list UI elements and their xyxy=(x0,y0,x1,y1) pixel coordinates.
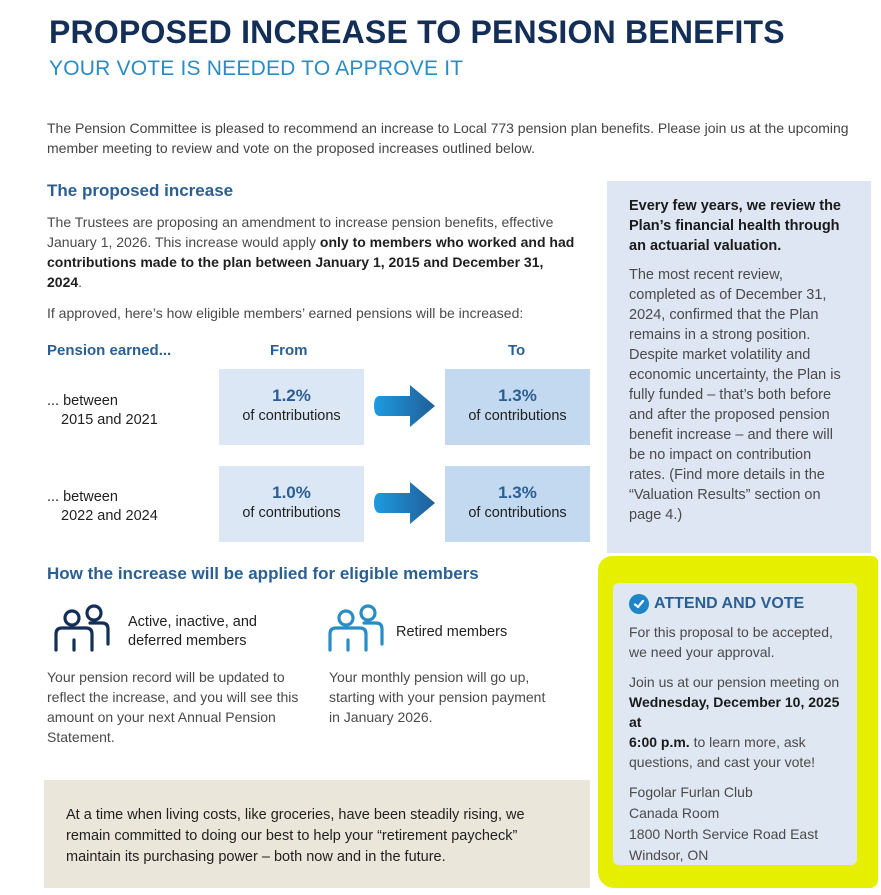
period-line2: 2015 and 2021 xyxy=(61,412,158,428)
to-unit: of contributions xyxy=(468,505,567,521)
people-icon xyxy=(52,604,112,656)
arrow-right-icon xyxy=(374,481,436,525)
address-street: 1800 North Service Road East xyxy=(629,826,819,842)
para-text: The Trustees are proposing an amendment to increase pension benefits, effective January 1, 2026. This increase would apply xyxy=(47,214,554,250)
proposed-increase-heading: The proposed increase xyxy=(47,181,234,200)
period-label xyxy=(47,392,158,430)
attend-heading-text: ATTEND AND VOTE xyxy=(654,595,805,612)
period-label xyxy=(47,488,158,526)
page-title: PROPOSED INCREASE TO PENSION BENEFITS xyxy=(49,14,785,50)
address-room: Canada Room xyxy=(629,805,720,821)
to-unit: of contributions xyxy=(468,408,567,424)
from-rate: 1.0% xyxy=(272,483,311,502)
eligibility-bold-text: only to members who worked and had contributions made to the plan between January 1, 2015 and December 31, 2024 xyxy=(47,234,575,290)
column-header-to: To xyxy=(508,342,526,359)
attend-heading xyxy=(629,594,847,614)
to-rate-box xyxy=(445,466,590,542)
member-group-label xyxy=(396,623,507,642)
period-line2: 2022 and 2024 xyxy=(61,508,158,524)
from-rate-box xyxy=(219,466,364,542)
period-line1: ... between xyxy=(47,489,118,505)
commitment-callout: At a time when living costs, like groceries, have been steadily rising, we remain committed to doing our best to help your “retirement paycheck” maintain its purchasing power – both now and in the future. xyxy=(44,780,590,888)
valuation-body: The most recent review, completed as of December 31, 2024, confirmed that the Plan remains in a strong position. Despite market volatility and economic uncertainty, the Plan is fully funded – that’s both before and after the proposed pension benefit increase – and there will be no impact on contribution rates. (Find more details in the “Valuation Results” section on page 4.) xyxy=(629,267,841,523)
from-rate-box xyxy=(219,369,364,445)
from-rate: 1.2% xyxy=(272,386,311,405)
address-city: Windsor, ON xyxy=(629,847,709,863)
label-line2: deferred members xyxy=(128,633,247,649)
check-circle-icon xyxy=(629,594,649,614)
meeting-address xyxy=(629,782,847,866)
to-rate-box xyxy=(445,369,590,445)
member-group-description: Your pension record will be updated to reflect the increase, and you will see this amount on your next Annual Pension Statement. xyxy=(47,669,299,745)
arrow-right-icon xyxy=(374,384,436,428)
meeting-date: Wednesday, December 10, 2025 at xyxy=(629,694,840,730)
approval-text: For this proposal to be accepted, we need your approval. xyxy=(629,624,833,660)
member-group-label xyxy=(128,613,257,651)
from-unit: of contributions xyxy=(242,505,341,521)
from-unit: of contributions xyxy=(242,408,341,424)
to-rate: 1.3% xyxy=(498,483,537,502)
eligible-increase-intro: If approved, here’s how eligible members’ earned pensions will be increased: xyxy=(47,305,524,321)
proposed-increase-paragraph xyxy=(47,212,582,292)
application-heading: How the increase will be applied for eligible members xyxy=(47,564,479,583)
page-subtitle: YOUR VOTE IS NEEDED TO APPROVE IT xyxy=(49,57,464,80)
period-line1: ... between xyxy=(47,393,118,409)
meeting-details xyxy=(629,672,847,772)
valuation-lead: Every few years, we review the Plan’s financial health through an actuarial valuation. xyxy=(629,198,841,254)
para-end: . xyxy=(78,274,83,290)
attend-and-vote-panel xyxy=(613,583,857,865)
meeting-outro: to learn more, ask questions, and cast your vote! xyxy=(629,734,815,770)
intro-paragraph: The Pension Committee is pleased to recommend an increase to Local 773 pension plan benefits. Please join us at the upcoming member meeting to review and vote on the proposed increases outlined below. xyxy=(47,120,849,156)
to-rate: 1.3% xyxy=(498,386,537,405)
meeting-intro: Join us at our pension meeting on xyxy=(629,674,840,690)
column-header-period: Pension earned... xyxy=(47,342,172,359)
address-venue: Fogolar Furlan Club xyxy=(629,784,753,800)
member-group-description: Your monthly pension will go up, starting with your pension payment in January 2026. xyxy=(329,669,546,725)
people-icon xyxy=(326,604,386,656)
label-line1: Retired members xyxy=(396,624,508,640)
meeting-time: 6:00 p.m. xyxy=(629,734,690,750)
valuation-panel xyxy=(607,181,871,553)
label-line1: Active, inactive, and xyxy=(128,614,257,630)
column-header-from: From xyxy=(270,342,308,359)
